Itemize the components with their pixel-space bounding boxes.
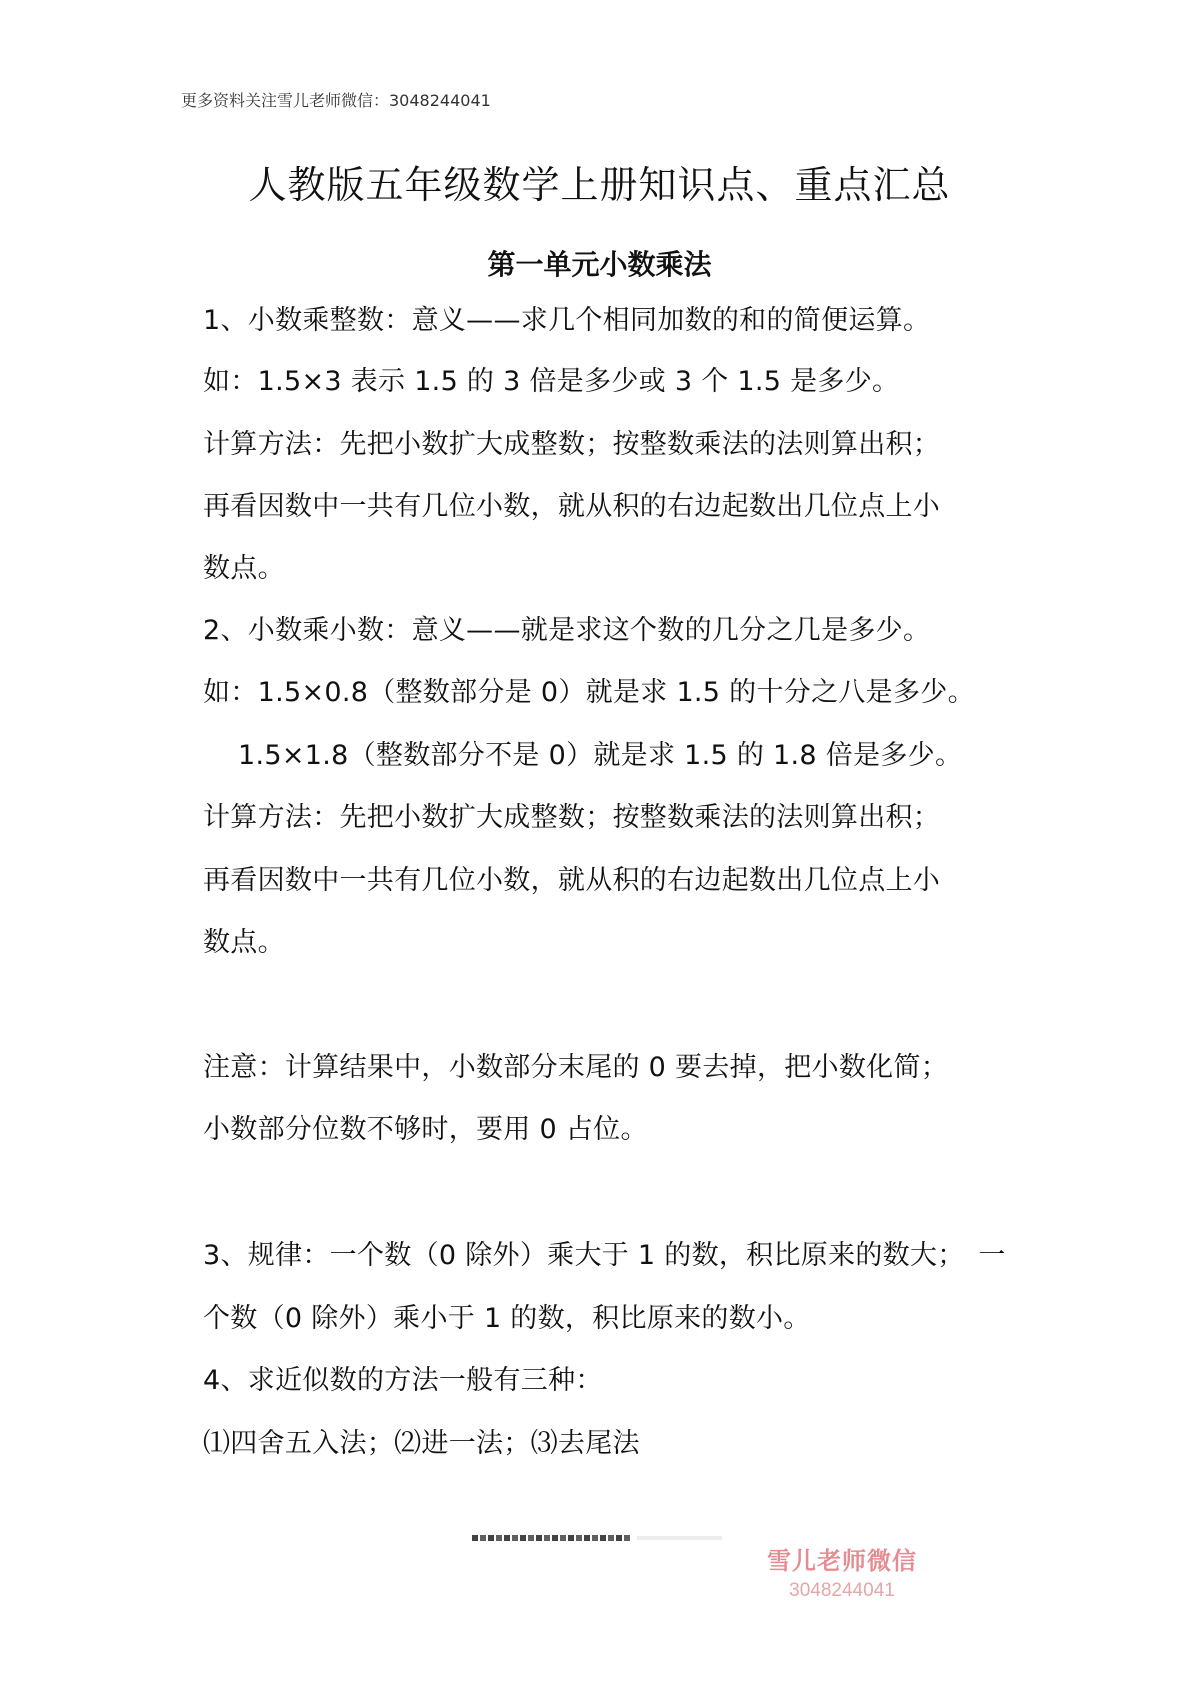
watermark-id: 3048244041 — [789, 1580, 895, 1601]
paragraph-line: 计算方法：先把小数扩大成整数；按整数乘法的法则算出积； — [203, 802, 941, 833]
paragraph-line: 再看因数中一共有几位小数，就从积的右边起数出几位点上小 — [203, 865, 941, 896]
paragraph-line: 数点。 — [203, 927, 285, 958]
paragraph-line: ⑴四舍五入法；⑵进一法；⑶去尾法 — [203, 1428, 640, 1459]
watermark-stamp — [752, 1546, 932, 1604]
paragraph-line: 计算方法：先把小数扩大成整数；按整数乘法的法则算出积； — [203, 429, 941, 460]
watermark-name: 雪儿老师微信 — [767, 1546, 917, 1575]
paragraph-line: 1.5×1.8（整数部分不是 0）就是求 1.5 的 1.8 倍是多少。 — [238, 740, 963, 771]
paragraph-line: 3、规律：一个数（0 除外）乘大于 1 的数，积比原来的数大； 一 — [203, 1240, 1006, 1271]
paragraph-line: 4、求近似数的方法一般有三种： — [203, 1365, 603, 1396]
paragraph-line: 个数（0 除外）乘小于 1 的数，积比原来的数小。 — [203, 1303, 811, 1334]
paragraph-line: 如：1.5×3 表示 1.5 的 3 倍是多少或 3 个 1.5 是多少。 — [203, 366, 900, 397]
cropped-footer-text — [472, 1535, 722, 1541]
unit-title: 第一单元小数乘法 — [487, 248, 712, 281]
cropped-text-dark — [472, 1535, 632, 1541]
paragraph-line: 如：1.5×0.8（整数部分是 0）就是求 1.5 的十分之八是多少。 — [203, 677, 975, 708]
paragraph-line: 注意：计算结果中，小数部分末尾的 0 要去掉，把小数化简； — [203, 1052, 949, 1083]
paragraph-line: 2、小数乘小数：意义——就是求这个数的几分之几是多少。 — [203, 615, 931, 646]
paragraph-line: 小数部分位数不够时，要用 0 占位。 — [203, 1114, 648, 1145]
cropped-text-light — [637, 1536, 722, 1540]
paragraph-line: 数点。 — [203, 553, 285, 584]
header-note: 更多资料关注雪儿老师微信：3048244041 — [181, 91, 491, 110]
page-title: 人教版五年级数学上册知识点、重点汇总 — [248, 163, 951, 207]
paragraph-line: 1、小数乘整数：意义——求几个相同加数的和的简便运算。 — [203, 305, 931, 336]
paragraph-line: 再看因数中一共有几位小数，就从积的右边起数出几位点上小 — [203, 491, 941, 522]
